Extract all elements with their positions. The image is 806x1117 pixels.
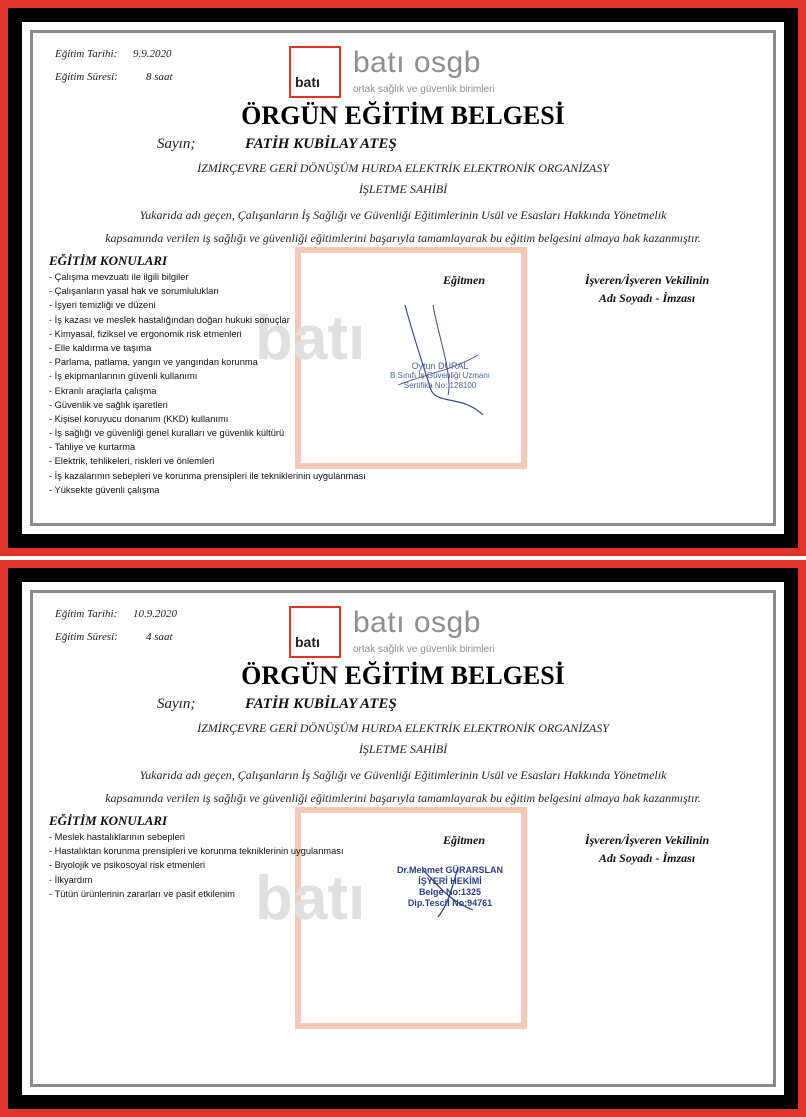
trainer-stamp: Oytun DURAL B Sınıfı İş Güvenliği Uzmanı Sertifika No: 128100 [389,361,491,390]
list-item: - Çalışma mevzuatı ile ilgili bilgiler [49,272,189,282]
list-item: - İş ekipmanlarının güvenli kullanımı [49,371,198,382]
watermark-text: batı [255,864,366,933]
page-title: ÖRGÜN EĞİTİM BELGESİ [241,101,565,130]
topics-heading: EĞİTİM KONULARI [49,253,168,268]
statement-line-1: Yukarıda adı geçen, Çalışanların İş Sağlığı ve Güvenliği Eğitimlerinin Usül ve Esasları Hakkında Yönetmelik [139,208,667,222]
certificate-2 [0,560,806,1117]
list-item: - Tütün ürünlerinin zararları ve pasif etkilenim [49,888,235,899]
date-value: 10.9.2020 [133,608,177,620]
duration-label: Eğitim Süresi: [55,71,118,83]
list-item: - Tahliye ve kurtarma [49,442,136,453]
recipient-role: İŞLETME SAHİBİ [358,742,448,756]
duration-value: 8 saat [146,71,173,83]
salutation: Sayın; [157,696,196,712]
list-item: - Kimyasal, fiziksel ve ergonomik risk etmenleri [49,328,242,339]
page-title: ÖRGÜN EĞİTİM BELGESİ [241,661,565,690]
trainer-signature [393,295,493,425]
statement-line-1: Yukarıda adı geçen, Çalışanların İş Sağlığı ve Güvenliği Eğitimlerinin Usül ve Esasları Hakkında Yönetmelik [139,768,667,782]
date-label: Eğitim Tarihi: [55,48,118,60]
list-item: - Elektrik, tehlikeleri, riskleri ve önlemleri [49,456,215,467]
list-item: - Parlama, patlama, yangın ve yangından korunma [49,357,258,368]
list-item: - Çalışanların yasal hak ve sorumlulukları [49,286,219,297]
list-item: - Biyolojik ve psikosoyal risk etmenleri [49,860,206,871]
company-name: İZMİRÇEVRE GERİ DÖNÜŞÜM HURDA ELEKTRİK ELEKTRONİK ORGANİZASY [197,721,609,735]
list-item: - İlkyardım [49,874,93,885]
recipient-name: FATİH KUBİLAY ATEŞ [245,696,397,712]
doctor-signature [403,855,493,925]
topics-list [49,830,344,901]
duration-value: 4 saat [146,631,173,643]
doctor-stamp: Dr.Mehmet GÜRARSLAN İŞYERİ HEKİMİ Belge No:1325 Dip.Tescil No:94761 [396,865,503,908]
recipient-name: FATİH KUBİLAY ATEŞ [245,136,397,152]
certificate-1 [0,0,806,556]
list-item: - Güvenlik ve sağlık işaretleri [49,399,168,410]
certificate-frame [30,30,776,526]
brand-name: batı osgb [353,606,481,639]
brand-logo: batı [289,46,341,98]
employer-heading: İşveren/İşveren Vekilinin Adı Soyadı - İmzası [584,273,710,305]
date-label: Eğitim Tarihi: [55,608,118,620]
topics-heading: EĞİTİM KONULARI [49,813,168,828]
certificate-border [8,568,798,1109]
brand-tagline: ortak sağlık ve güvenlik birimleri [353,84,495,95]
list-item: - Kişisel koruyucu donanım (KKD) kullanımı [49,413,229,424]
trainer-heading: Eğitmen [442,833,485,847]
list-item: - Meslek hastalıklarının sebepleri [49,832,185,842]
duration-label: Eğitim Süresi: [55,631,118,643]
watermark-text: batı [255,304,366,373]
brand-logo: batı [289,606,341,658]
salutation: Sayın; [157,136,196,152]
list-item: - Ekranlı araçlarla çalışma [49,385,157,396]
company-name: İZMİRÇEVRE GERİ DÖNÜŞÜM HURDA ELEKTRİK ELEKTRONİK ORGANİZASY [197,161,609,175]
statement-line-2: kapsamında verilen iş sağlığı ve güvenliği eğitimlerini başarıyla tamamlayarak bu eğitim belgesini almaya hak kazanmıştır. [105,791,701,805]
list-item: - İş kazası ve meslek hastalığından doğan hukuki sonuçlar [49,314,290,325]
employer-heading: İşveren/İşveren Vekilinin Adı Soyadı - İmzası [584,833,710,865]
list-item: - Hastalıktan korunma prensipleri ve korunma tekniklerinin uygulanması [49,846,344,857]
certificate-frame [30,590,776,1087]
date-value: 9.9.2020 [133,48,172,60]
certificate-border [8,8,798,548]
list-item: - İş sağlığı ve güvenliği genel kuralları ve güvenlik kültürü [49,428,285,439]
trainer-heading: Eğitmen [442,273,485,287]
list-item: - Elle kaldırma ve taşıma [49,342,152,353]
list-item: - İş kazalarının sebepleri ve korunma prensipleri ile tekniklerinin uygulanması [49,470,366,481]
recipient-role: İŞLETME SAHİBİ [358,182,448,196]
topics-list [49,270,366,497]
brand-name: batı osgb [353,46,481,79]
list-item: - İşyeri temizliği ve düzeni [49,300,156,311]
brand-tagline: ortak sağlık ve güvenlik birimleri [353,644,495,655]
statement-line-2: kapsamında verilen iş sağlığı ve güvenliği eğitimlerini başarıyla tamamlayarak bu eğitim belgesini almaya hak kazanmıştır. [105,231,701,245]
list-item: - Yüksekte güvenli çalışma [49,484,160,495]
